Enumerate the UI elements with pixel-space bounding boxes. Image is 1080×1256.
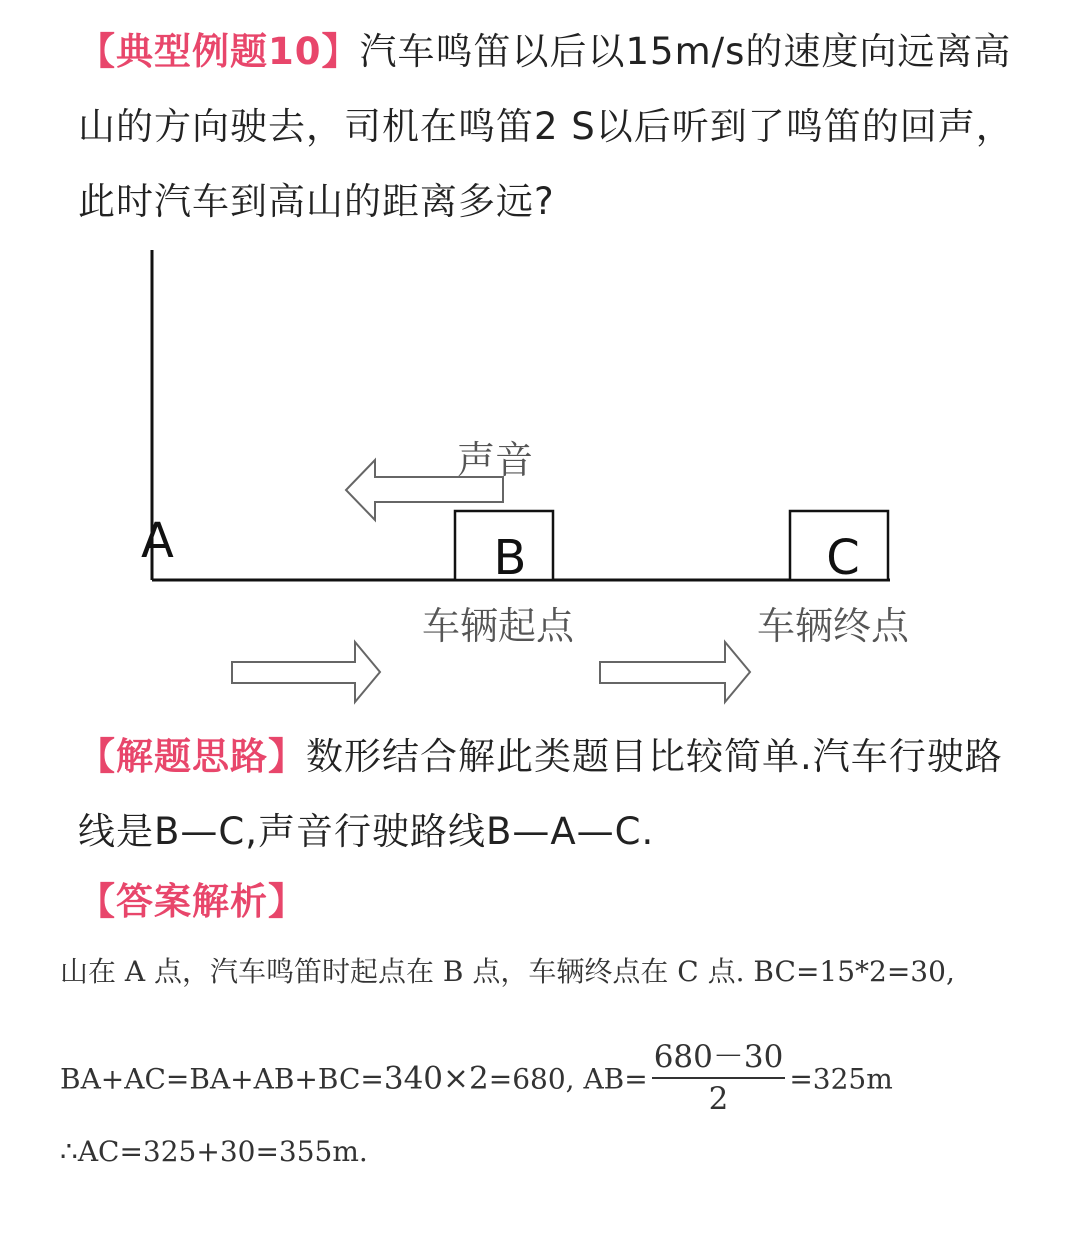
solution-line-2a: BA+AC=BA+AB+BC= bbox=[60, 1062, 384, 1096]
solution-line-2c: =680, AB= bbox=[488, 1062, 648, 1096]
problem-paragraph bbox=[78, 14, 1018, 239]
approach-text: 数形结合解此类题目比较简单.汽车行驶路线是B—C,声音行驶路线B—A—C. bbox=[78, 735, 1003, 853]
end-label: 车辆终点 bbox=[757, 604, 910, 648]
label-b: B bbox=[493, 530, 527, 586]
solution-line-1: 山在 A 点，汽车鸣笛时起点在 B 点，车辆终点在 C 点. BC=15*2=30, bbox=[60, 955, 955, 988]
fraction bbox=[652, 1037, 786, 1119]
answer-tag: 【答案解析】 bbox=[78, 880, 306, 923]
fraction-denominator: 2 bbox=[708, 1081, 729, 1117]
approach-tag: 【解题思路】 bbox=[78, 735, 306, 778]
car-arrow-right-icon bbox=[600, 642, 750, 702]
fraction-numerator: 680－30 bbox=[652, 1037, 786, 1079]
problem-tag: 【典型例题10】 bbox=[78, 30, 360, 73]
sound-label: 声音 bbox=[457, 438, 534, 482]
label-c: C bbox=[826, 530, 860, 586]
solution-line-2d: =325m bbox=[789, 1062, 893, 1096]
echo-diagram bbox=[0, 240, 1080, 710]
solution-line-2 bbox=[60, 1040, 893, 1122]
problem-text: 汽车鸣笛以后以15m/s的速度向远离高山的方向驶去，司机在鸣笛2 S以后听到了鸣笛的回声，此时汽车到高山的距离多远? bbox=[78, 30, 1014, 223]
car-arrow-left-icon bbox=[232, 642, 380, 702]
answer-heading bbox=[78, 864, 1018, 939]
solution-line-2b: 340×2 bbox=[383, 1060, 489, 1097]
approach-paragraph bbox=[78, 719, 1018, 869]
start-label: 车辆起点 bbox=[422, 604, 575, 648]
solution-line-3: ∴AC=325+30=355m. bbox=[60, 1135, 368, 1168]
label-a: A bbox=[141, 513, 174, 569]
